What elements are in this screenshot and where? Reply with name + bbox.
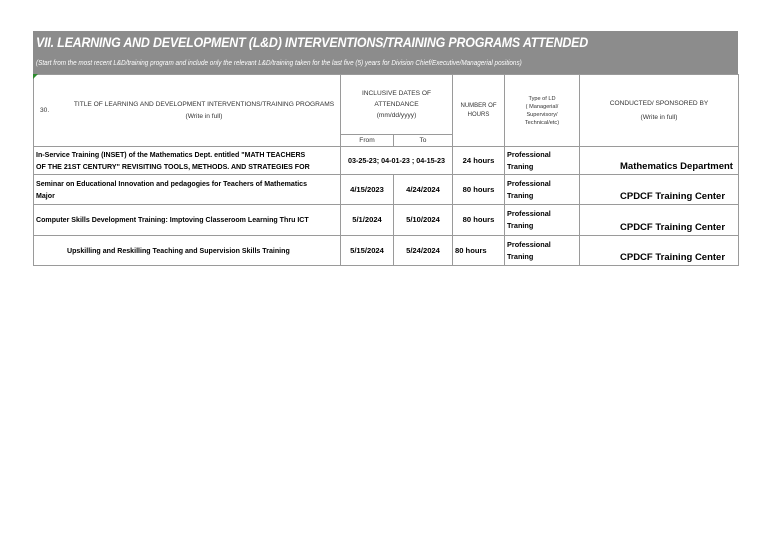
header-hours-label: NUMBER OF [460, 102, 497, 109]
training-from: 5/15/2024 [341, 236, 394, 266]
header-hours-label-2: HOURS [467, 111, 490, 118]
header-dates [341, 75, 453, 135]
training-table [33, 74, 739, 266]
item-number: 30. [40, 107, 50, 114]
header-sponsor-note: (Write in full) [640, 113, 678, 121]
header-dates-format: (mm/dd/yyyy) [376, 112, 417, 119]
training-title: In-Service Training (INSET) of the Mathematics Dept. entitled "MATH TEACHERS OF THE 21ST CENTURY" REVISITING TOOLS, METHODS. AND STRATEGIES FOR [34, 147, 341, 175]
training-sponsor: Mathematics Department [580, 147, 739, 175]
header-hours [453, 75, 505, 147]
training-sponsor: CPDCF Training Center [580, 205, 739, 236]
ld-section [33, 31, 738, 266]
training-title: Seminar on Educational Innovation and pedagogies for Teachers of Mathematics Major [34, 175, 341, 205]
training-hours: 24 hours [453, 147, 505, 175]
training-sponsor: CPDCF Training Center [580, 236, 739, 266]
cell-comment-marker [33, 74, 38, 79]
training-hours: 80 hours [453, 236, 505, 266]
header-dates-label-2: ATTENDANCE [374, 101, 419, 108]
training-hours: 80 hours [453, 175, 505, 205]
header-row [34, 75, 739, 135]
table-row [34, 175, 739, 205]
header-type [505, 75, 580, 147]
table-row [34, 236, 739, 266]
table-row [34, 147, 739, 175]
training-title: Computer Skills Development Training: Imptoving Classeroom Learning Thru ICT [34, 205, 341, 236]
header-type-label-3: Supervisory/ [526, 111, 558, 118]
training-title: Upskilling and Reskilling Teaching and Supervision Skills Training [34, 236, 341, 266]
header-type-label: Type of LD [528, 95, 556, 102]
header-title-label: TITLE OF LEARNING AND DEVELOPMENT INTERVENTIONS/TRAINING PROGRAMS [73, 100, 335, 108]
training-from: 5/1/2024 [341, 205, 394, 236]
training-dates: 03-25-23; 04-01-23 ; 04-15-23 [341, 147, 453, 175]
header-type-label-2: ( Managerial/ [525, 103, 559, 110]
training-to: 5/10/2024 [394, 205, 453, 236]
header-title-note: (Write in full) [185, 112, 223, 120]
training-type: Professional Traning [505, 147, 580, 175]
section-header [33, 31, 738, 74]
training-sponsor: CPDCF Training Center [580, 175, 739, 205]
header-type-label-4: Technical/etc) [524, 119, 560, 126]
header-title [34, 75, 341, 147]
training-type: Professional Traning [505, 236, 580, 266]
section-subtitle: (Start from the most recent L&D/training program and include only the relevant L&D/training taken for the last five (5) years for Division Chief/Executive/Managerial positions) [36, 58, 522, 67]
section-title: VII. LEARNING AND DEVELOPMENT (L&D) INTERVENTIONS/TRAINING PROGRAMS ATTENDED [36, 35, 589, 50]
header-from: From [341, 135, 394, 147]
training-from: 4/15/2023 [341, 175, 394, 205]
training-hours: 80 hours [453, 205, 505, 236]
header-sponsor-label: CONDUCTED/ SPONSORED BY [609, 99, 709, 107]
header-to: To [394, 135, 453, 147]
training-to: 4/24/2024 [394, 175, 453, 205]
table-row [34, 205, 739, 236]
training-type: Professional Traning [505, 205, 580, 236]
training-type: Professional Traning [505, 175, 580, 205]
header-sponsor [580, 75, 739, 147]
header-dates-label: INCLUSIVE DATES OF [361, 90, 432, 97]
training-to: 5/24/2024 [394, 236, 453, 266]
